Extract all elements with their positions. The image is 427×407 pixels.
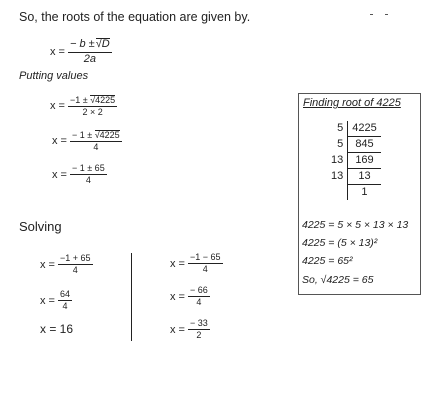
pv-step-1: x = $\frac{-1 \pm √4225}{2 \times 2}$ bbox=[50, 95, 116, 118]
division-row: 1 bbox=[327, 185, 381, 201]
column-divider bbox=[131, 253, 132, 341]
pv-step-2: x = $\frac{- 1 \pm √4225}{4}$ bbox=[52, 130, 120, 153]
sidebox-title: Finding root of 4225 bbox=[303, 97, 401, 109]
left-step-2: x = $\frac{64}{4}$ bbox=[40, 289, 70, 312]
division-row: 5 845 bbox=[327, 137, 381, 153]
left-step-3: x = 16 bbox=[40, 322, 74, 336]
formula-lhs: x = bbox=[50, 45, 65, 58]
division-row: 5 4225 bbox=[327, 121, 381, 137]
right-step-3: x = $\frac{- 33}{2}$ bbox=[170, 318, 208, 341]
right-step-1: x = $\frac{-1 - 65}{4}$ bbox=[170, 252, 221, 275]
factor-line-1: 4225 = 5 × 5 × 13 × 13 bbox=[302, 219, 409, 231]
left-step-1: x = $\frac{-1 + 65}{4}$ bbox=[40, 253, 91, 276]
division-row: 13 169 bbox=[327, 153, 381, 169]
pv-step-3: x = $\frac{- 1 \pm 65}{4}$ bbox=[52, 163, 105, 186]
factor-line-2: 4225 = (5 × 13)² bbox=[302, 237, 378, 249]
quadratic-formula: x = $\frac{- b \pm√D}{2a}$ bbox=[50, 38, 110, 65]
solving-label: Solving bbox=[19, 219, 62, 234]
division-row: 13 13 bbox=[327, 169, 381, 185]
putting-values-label: Putting values bbox=[19, 70, 89, 82]
factor-line-4: So, √4225 = 65 bbox=[302, 274, 374, 286]
division-ladder bbox=[327, 121, 381, 200]
right-step-2: x = $\frac{- 66}{4}$ bbox=[170, 285, 208, 308]
heading: So, the roots of the equation are given by. bbox=[19, 10, 251, 24]
factor-line-3: 4225 = 65² bbox=[302, 255, 353, 267]
mark-dot bbox=[385, 14, 388, 15]
sqrt-working-box bbox=[298, 93, 421, 295]
mark-dot bbox=[370, 14, 373, 15]
